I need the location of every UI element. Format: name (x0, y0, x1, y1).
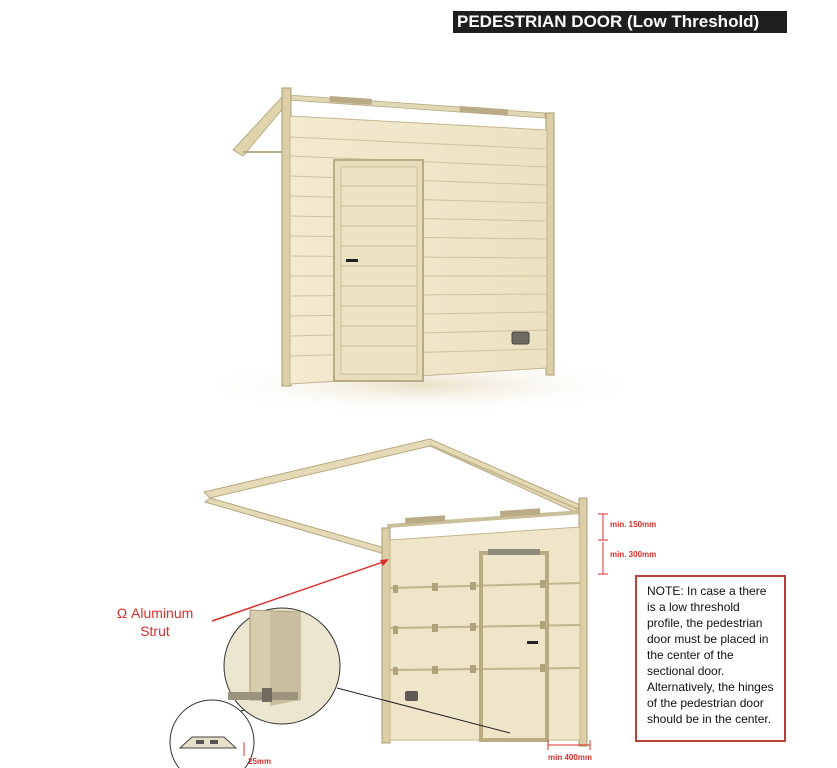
strut-callout-label: Ω Aluminum Strut (116, 605, 194, 639)
dimension-header-height: min. 300mm (610, 550, 657, 559)
page-title: PEDESTRIAN DOOR (Low Threshold) (453, 11, 787, 33)
closed-door-illustration (190, 88, 650, 415)
lower-arm (205, 498, 388, 555)
open-vent-grille (405, 691, 418, 701)
open-door-handle (527, 641, 538, 644)
dimension-side-clearance: min 400mm (548, 753, 593, 762)
door-handle (346, 259, 358, 262)
vent-grille (512, 332, 529, 344)
dimension-threshold-height: 25mm (248, 757, 272, 766)
overhead-arm (204, 439, 580, 512)
dimension-top-clearance: min. 150mm (610, 520, 657, 529)
open-door-panel (390, 527, 580, 740)
door-closer (488, 549, 540, 555)
left-arm (233, 96, 290, 156)
detail-circle-small (170, 700, 254, 768)
note-box: NOTE: In case a there is a low threshold profile, the pedestrian door must be placed in the center of the sectional door. Alternatively, the hinges of the pedestrian door should be in the center. (635, 575, 786, 742)
